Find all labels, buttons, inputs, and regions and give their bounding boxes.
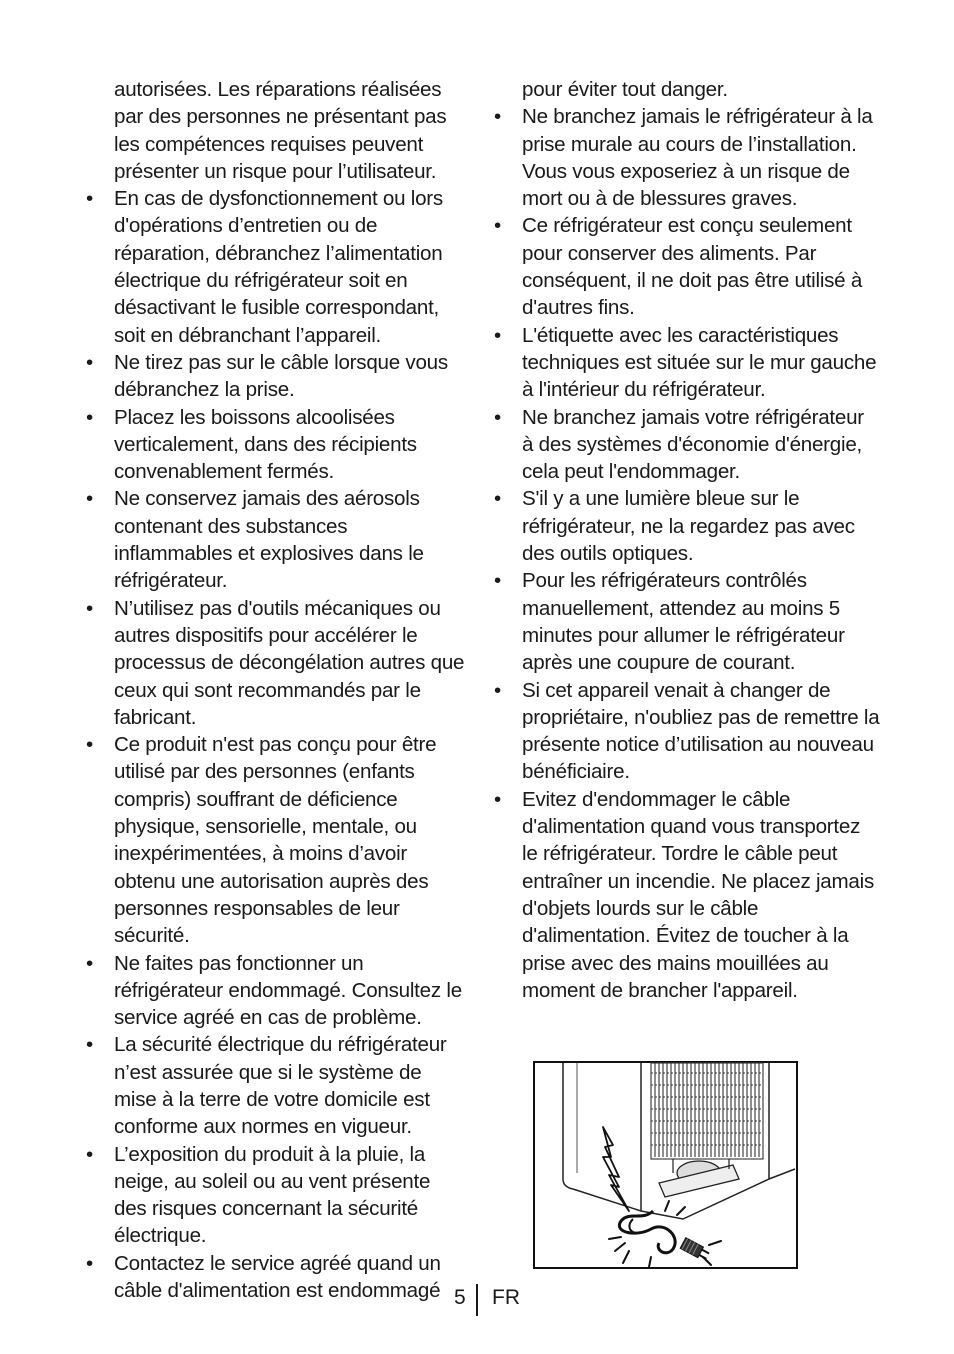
list-item-text: Evitez d'endommager le câble d'alimentation quand vous transportez le réfrigérateur. Tordre le câble peut entraîner un incendie. Ne placez jamais d'objets lourds sur le câble d'alimentation. Évitez de toucher à la prise avec des mains mouillées au moment de brancher l'appareil.	[522, 787, 874, 1002]
page-number: 5	[454, 1286, 466, 1309]
list-item	[84, 950, 468, 1032]
bullet-icon: •	[494, 487, 501, 511]
bullet-icon: •	[494, 105, 501, 129]
list-item-text: Ne tirez pas sur le câble lorsque vous débranchez la prise.	[114, 350, 448, 402]
bullet-icon: •	[86, 1142, 93, 1166]
list-item	[492, 212, 880, 321]
left-column	[84, 76, 468, 1304]
bullet-icon: •	[86, 733, 93, 757]
list-item-text: Ne conservez jamais des aérosols contenant des substances inflammables et explosives dans le réfrigérateur.	[114, 487, 424, 593]
list-item	[492, 567, 880, 676]
bullet-icon: •	[494, 214, 501, 238]
list-item	[492, 404, 880, 486]
list-item	[492, 103, 880, 212]
list-item-text: La sécurité électrique du réfrigérateur n’est assurée que si le système de mise à la terre de votre domicile est conforme aux normes en vigueur.	[114, 1033, 447, 1139]
list-item	[492, 485, 880, 567]
list-item	[84, 731, 468, 949]
list-item-text: Si cet appareil venait à changer de propriétaire, n'oubliez pas de remettre la présente notice d’utilisation au nouveau bénéficiaire.	[522, 678, 880, 784]
list-item	[84, 485, 468, 594]
bullet-icon: •	[86, 487, 93, 511]
list-item-text: L'étiquette avec les caractéristiques techniques est située sur le mur gauche à l'intérieur du réfrigérateur.	[522, 323, 877, 402]
list-item-text: Contactez le service agréé quand un câble d'alimentation est endommagé	[114, 1251, 441, 1303]
list-item-text: Placez les boissons alcoolisées verticalement, dans des récipients convenablement fermés.	[114, 405, 417, 484]
list-item-text: Ne branchez jamais votre réfrigérateur à des systèmes d'économie d'énergie, cela peut l'endommager.	[522, 405, 864, 484]
right-column	[492, 76, 880, 1004]
page-footer	[0, 1284, 954, 1318]
list-item	[84, 185, 468, 349]
bullet-icon: •	[494, 678, 501, 702]
list-item-text: Ne branchez jamais le réfrigérateur à la prise murale au cours de l’installation. Vous vous exposeriez à un risque de mort ou à de blessures graves.	[522, 105, 873, 211]
fridge-cable-illustration	[533, 1061, 798, 1269]
language-code: FR	[492, 1286, 520, 1309]
list-item	[492, 677, 880, 786]
bullet-icon: •	[494, 405, 501, 429]
list-item-text: En cas de dysfonctionnement ou lors d'opérations d’entretien ou de réparation, débranchez l’alimentation électrique du réfrigérateur soit en désactivant le fusible correspondant, soit en débranchant l’appareil.	[114, 187, 443, 347]
bullet-icon: •	[494, 569, 501, 593]
list-item	[492, 322, 880, 404]
bullet-icon: •	[86, 1033, 93, 1057]
list-item	[84, 349, 468, 404]
list-item-text: L’exposition du produit à la pluie, la neige, au soleil ou au vent présente des risques concernant la sécurité électrique.	[114, 1142, 431, 1248]
list-item-text: S'il y a une lumière bleue sur le réfrigérateur, ne la regardez pas avec des outils optiques.	[522, 487, 855, 566]
list-item	[84, 404, 468, 486]
bullet-icon: •	[86, 951, 93, 975]
bullet-icon: •	[494, 323, 501, 347]
bullet-icon: •	[86, 350, 93, 374]
right-continuation-text: pour éviter tout danger.	[522, 78, 728, 101]
list-item-text: N’utilisez pas d'outils mécaniques ou autres dispositifs pour accélérer le processus de décongélation autres que ceux qui sont recommandés par le fabricant.	[114, 596, 465, 729]
bullet-icon: •	[86, 596, 93, 620]
list-item-text: Pour les réfrigérateurs contrôlés manuellement, attendez au moins 5 minutes pour allumer le réfrigérateur après une coupure de courant.	[522, 569, 845, 675]
footer-divider	[476, 1284, 478, 1316]
bullet-icon: •	[86, 1251, 93, 1275]
list-item	[84, 595, 468, 731]
bullet-icon: •	[494, 787, 501, 811]
left-continuation-text: autorisées. Les réparations réalisées par des personnes ne présentant pas les compétences requises peuvent présenter un risque pour l’utilisateur.	[114, 78, 447, 183]
bullet-icon: •	[86, 405, 93, 429]
list-item-text: Ce réfrigérateur est conçu seulement pour conserver des aliments. Par conséquent, il ne doit pas être utilisé à d'autres fins.	[522, 214, 863, 320]
list-item	[492, 786, 880, 1004]
list-item-text: Ne faites pas fonctionner un réfrigérateur endommagé. Consultez le service agréé en cas de problème.	[114, 951, 462, 1030]
list-item	[84, 1031, 468, 1140]
list-item-text: Ce produit n'est pas conçu pour être utilisé par des personnes (enfants compris) souffrant de déficience physique, sensorielle, mentale, ou inexpérimentées, à moins d’avoir obtenu une autorisation auprès des personnes responsables de leur sécurité.	[114, 733, 437, 948]
list-item	[84, 1141, 468, 1250]
bullet-icon: •	[86, 187, 93, 211]
